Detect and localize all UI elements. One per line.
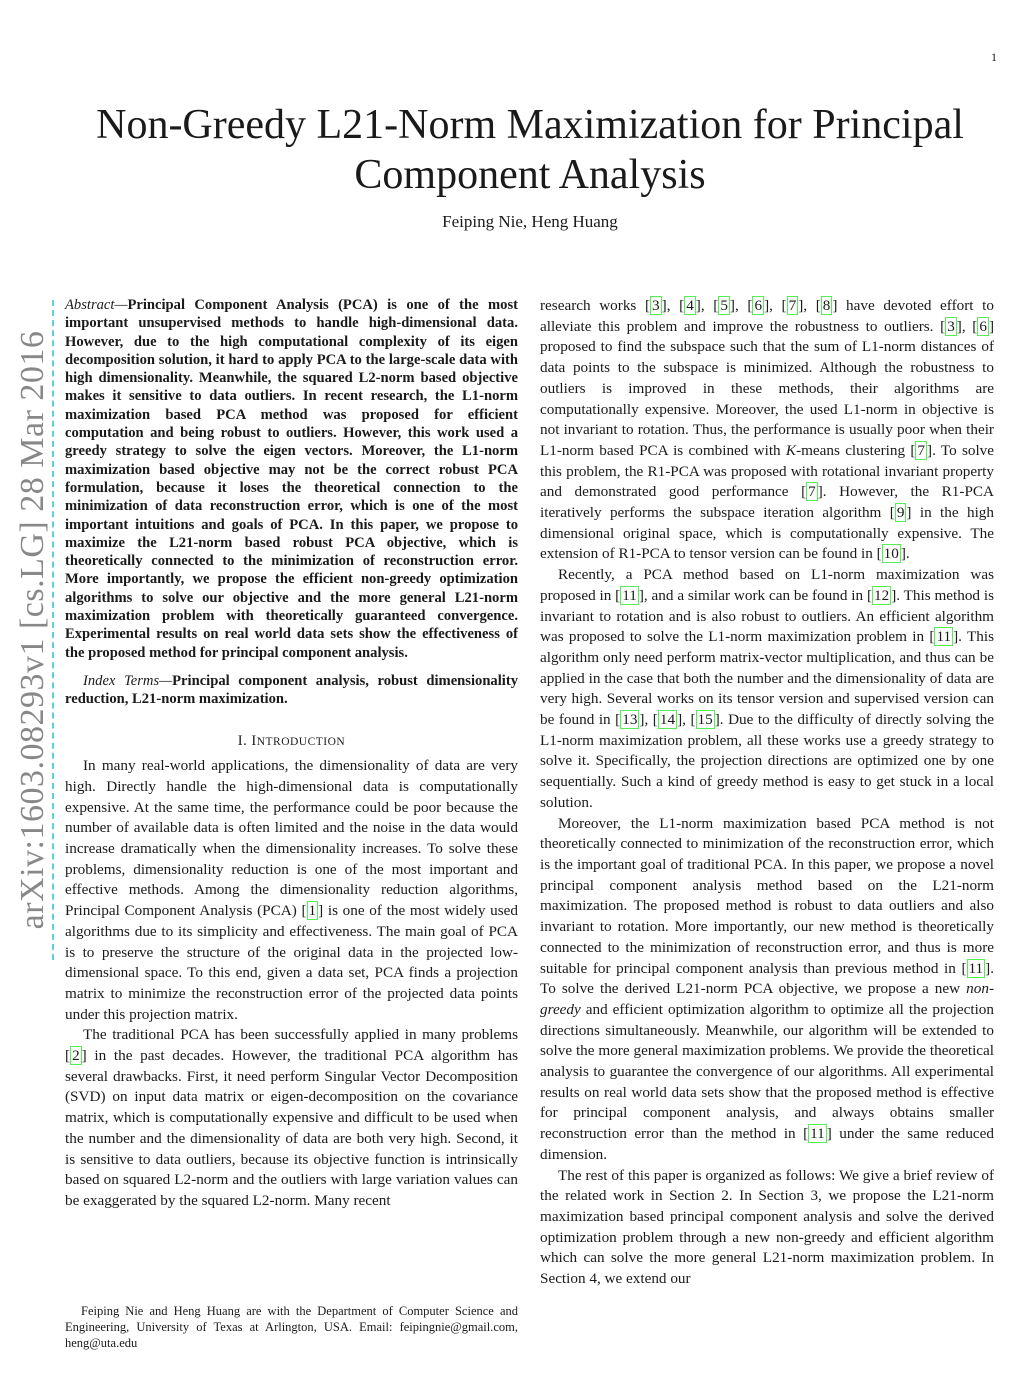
left-column [65,296,518,1212]
citation-link[interactable]: 15 [697,711,713,729]
paper-authors: Feiping Nie, Heng Huang [442,212,618,231]
citation-link[interactable]: 6 [754,297,763,314]
text: . However, the R1-PCA iteratively performs the subspace iteration algorithm [540,483,994,522]
arxiv-dashed-line [52,300,54,960]
arxiv-stamp [8,300,58,960]
citation-link[interactable]: 5 [720,297,728,314]
text: . To solve the derived L21-norm PCA objective, we propose a new [540,959,994,998]
citation-link[interactable]: 7 [917,441,926,459]
intro-paragraph-1: In many real-world applications, the dimensionality of data are very high. Directly handle the high-dimensional data is computationally expensive. At the same time, the performance could be poor because the number of available data is often limited and the noise in the data would increase dramatically when the dimensionality increases. To solve these problems, dimensionality reduction is one of the most important and effective methods. Among the dimensionality reduction algorithms, Principal Component Analysis (PCA) [ 1 ] is one of the most widely used algorithms due to its simplicity and effectiveness. The main goal of PCA is to preserve the structure of the original data in the projected low-dimensional space. To this end, given a data set, PCA finds a projection matrix to minimize the reconstruction error of the projected data points under this projection matrix. [65,757,518,1023]
text: . To solve this problem, the R1-PCA was proposed with rotational invariant property and demonstrated good performance [540,441,995,501]
section-first-letter: I [251,732,257,749]
section-numeral: I. [237,732,252,749]
citation-link[interactable]: 4 [686,297,694,314]
citation-link[interactable]: 3 [947,317,955,335]
paper-title: Non-Greedy L21-Norm Maximization for Principal Component Analysis [96,102,964,198]
right-paragraph-1: research works [ 3 ], [ 4 ], [ 5 ], [ 6 ], [ 7 ], [ 8 ] have devoted effort to alleviate this problem and improve the robustness to outliers. [ 3 ], [ 6 ] proposed to find the subspace such that the sum of L1-norm distances of data points to the subspace is minimized. Although the robustness to outliers is improved in these methods, their algorithms are computationally expensive. Moreover, the used L1-norm in objective is not invariant to rotation. Thus, the performance is usually poor when their L1-norm based PCA is combined with K-means clustering [ 7 ]. To solve this problem, the R1-PCA was proposed with rotational invariant property and demonstrated good performance [ 7 ]. However, the R1-PCA iteratively performs the subspace iteration algorithm [ 9 ] in the high dimensional original space, which is computationally expensive. The extension of R1-PCA to tensor version can be found in [ 10 ]. [540,297,995,563]
section-rest: NTRODUCTION [256,735,346,748]
citation-link[interactable]: 9 [896,504,905,522]
index-terms-text: Principal component analysis, robust dimensionality reduction, L21-norm maximization. [65,672,518,708]
right-column [540,296,994,1290]
emphasis-text: non-greedy [540,980,994,1018]
index-terms [65,672,518,709]
text: research works [540,297,645,314]
footnote [65,1303,518,1351]
intro-p1-text-b: is one of the most widely used algorithms due to its simplicity and effectiveness. The main goal of PCA is to preserve the structure of the original data in the projected low-dimensional space. To this end, given a data set, PCA finds a projection matrix to minimize the reconstruction error of the projected data points under this projection matrix. [65,902,518,1023]
citation-link[interactable]: 11 [810,1125,825,1143]
right-paragraph-4: The rest of this paper is organized as follows: We give a brief review of the related work in Section 2. In Section 3, we propose the L21-norm maximization based principal component analysis and solve the derived optimization problem through a new non-greedy and efficient algorithm which can solve the more general L21-norm maximization problem. In Section 4, we extend our [540,1166,994,1288]
text: Moreover, the L1-norm maximization based PCA method is not theoretically connected to minimization of the reconstruction error, which is the important goal of traditional PCA. In this paper, we propose a novel principal component analysis method based on the L21-norm maximization. The proposed method is robust to data outliers and also invariant to rotation. More importantly, our new method is theoretically connected to the minimization of reconstruction error, and thus is more suitable for principal component analysis than previous method in [540,814,994,977]
citation-link[interactable]: 7 [808,483,816,501]
text: and efficient optimization algorithm to optimize all the projection directions simultaneously. Meanwhile, our algorithm will be extended to solve the more general maximization problems. We provide the theoretical analysis to guarantee the convergence of our algorithms. All experimental results on real world data sets show that the proposed method is effective for principal component analysis, and always obtains smaller reconstruction error than the method in [540,1000,994,1143]
intro-p2-text-a: The traditional PCA has been successfully applied in many problems [83,1026,518,1044]
text: . This method is invariant to rotation and is also robust to outliers. An efficient algorithm was proposed to solve the L1-norm maximization problem in [540,586,994,646]
section-heading-introduction [65,731,518,753]
citation-link[interactable]: 11 [936,628,952,646]
page-number: 1 [991,50,997,64]
citation-link[interactable]: 8 [822,297,831,314]
arxiv-stamp-text: arXiv:1603.08293v1 [cs.LG] 28 Mar 2016 [14,330,51,930]
text: , and a similar work can be found in [643,586,867,604]
math-variable: K [785,441,797,459]
abstract [65,296,518,662]
text: -means clustering [796,441,911,459]
citation-link[interactable]: 1 [308,902,317,920]
footnote-text: Feiping Nie and Heng Huang are with the Department of Computer Science and Engineering, University of Texas at Arlington, USA. Email: feipingnie@gmail.com, heng@uta.edu [65,1304,518,1350]
text: under the same reduced dimension. [540,1125,994,1163]
text: in the high dimensional original space, which is computationally expensive. The extension of R1-PCA to tensor version can be found in [540,504,994,563]
intro-paragraph-2: The traditional PCA has been successfully applied in many problems [ 2 ] in the past decades. However, the traditional PCA algorithm has several drawbacks. First, it need perform Singular Vector Decomposition (SVD) on input data matrix or eigen-decomposition on the covariance matrix, which is computationally expensive and difficult to be used when the number and the dimensionality of data are both very high. Second, it is sensitive to data outliers, because its objective function is intrinsically based on squared L2-norm and the outliers with large variation values can be exaggerated by the squared L2-norm. Many recent [65,1026,518,1209]
citation-link[interactable]: 3 [652,297,660,314]
abstract-text: Principal Component Analysis (PCA) is one of the most important unsupervised methods to handle high-dimensional data. However, due to the high computational complexity of its eigen decomposition solution, it hard to apply PCA to the large-scale data with high dimensionality. Meanwhile, the squared L2-norm based objective makes it sensitive to data outliers. In recent research, the L1-norm maximization based PCA method was proposed for efficient computation and being robust to outliers. However, this work used a greedy strategy to solve the eigen vectors. Moreover, the L1-norm maximization based objective may not be the correct robust PCA formulation, because it loses the theoretical connection to the minimization of data reconstruction error, which is one of the most important intuitions and goals of PCA. In this paper, we propose to maximize the L21-norm based robust PCA objective, which is theoretically connected to the minimization of reconstruction error. More importantly, we propose the efficient non-greedy optimization algorithms to solve our objective and the more general L21-norm maximization problem with theoretically guaranteed convergence. Experimental results on real world data sets show the effectiveness of the proposed method for principal component analysis. [65,297,518,661]
right-paragraph-2: Recently, a PCA method based on L1-norm maximization was proposed in [ 11 ], and a similar work can be found in [ 12 ]. This method is invariant to rotation and is also robust to outliers. An efficient algorithm was proposed to solve the L1-norm maximization problem in [ 11 ]. This algorithm only need perform matrix-vector multiplication, and thus can be applied in the case that both the number and the dimensionality of data are very high. Several works on its tensor version and supervised version can be found in [ 13 ], [ 14 ], [ 15 ]. Due to the difficulty of directly solving the L1-norm maximization problem, all these works use a greedy strategy to solve it. Specifically, the projection directions are optimized one by one sequentially. Such a kind of greedy method is easy to get stuck in a local solution. [540,566,995,811]
intro-p2-text-b: in the past decades. However, the traditional PCA algorithm has several drawbacks. First, it need perform Singular Vector Decomposition (SVD) on input data matrix or eigen-decomposition on the covariance matrix, which is computationally expensive and difficult to be used when the number and the dimensionality of data are both very high. Second, it is sensitive to data outliers, because its objective function is intrinsically based on squared L2-norm and the outliers with large variation values can be exaggerated by the squared L2-norm. Many recent [65,1047,518,1209]
text: proposed to find the subspace such that the sum of L1-norm distances of data points to the subspace is minimized. Although the robustness to outliers is improved in these methods, their algorithms are computationally expensive. Moreover, the used L1-norm in objective is not invariant to rotation. Thus, the performance is usually poor when their L1-norm based PCA is combined with [540,338,994,459]
text: Recently, a PCA method based on L1-norm maximization was proposed in [540,566,994,604]
citation-link[interactable]: 2 [72,1047,80,1065]
right-paragraph-3: Moreover, the L1-norm maximization based PCA method is not theoretically connected to minimization of the reconstruction error, which is the important goal of traditional PCA. In this paper, we propose a novel principal component analysis method based on the L21-norm maximization. The proposed method is robust to data outliers and also invariant to rotation. More importantly, our new method is theoretically connected to the minimization of reconstruction error, and thus is more suitable for principal component analysis than previous method in [ 11 ]. To solve the derived L21-norm PCA objective, we propose a new non-greedy and efficient optimization algorithm to optimize all the projection directions simultaneously. Meanwhile, our algorithm will be extended to solve the more general maximization problems. We provide the theoretical analysis to guarantee the convergence of our algorithms. All experimental results on real world data sets show that the proposed method is effective for principal component analysis, and always obtains smaller reconstruction error than the method in [ 11 ] under the same reduced dimension. [540,814,994,1163]
index-terms-lead: Index Terms— [83,672,173,689]
citation-link[interactable]: 7 [788,297,797,314]
citation-link[interactable]: 10 [883,545,899,563]
citation-link[interactable]: 6 [979,317,987,335]
citation-link[interactable]: 13 [622,711,638,729]
abstract-lead: Abstract— [65,297,128,313]
text: have devoted effort to alleviate this problem and improve the robustness to outliers. [540,297,994,335]
citation-link[interactable]: 14 [659,711,676,729]
intro-p1-text-a: In many real-world applications, the dimensionality of data are very high. Directly handle the high-dimensional data is computationally expensive. At the same time, the performance could be poor because the number of available data is often limited and the noise in the data would increase dramatically when the dimensionality increases. To solve these problems, dimensionality reduction is one of the most important and effective methods. Among the dimensionality reduction algorithms, Principal Component Analysis (PCA) [65,757,518,920]
text: . This algorithm only need perform matrix-vector multiplication, and thus can be applied in the case that both the number and the dimensionality of data are very high. Several works on its tensor version and supervised version can be found in [540,628,994,729]
text: . Due to the difficulty of directly solving the L1-norm maximization problem, all these works use a greedy strategy to solve it. Specifically, the projection directions are optimized one by one sequentially. Such a kind of greedy method is easy to get stuck in a local solution. [540,711,995,811]
citation-link[interactable]: 11 [968,959,984,977]
citation-link[interactable]: 12 [874,586,890,604]
citation-link[interactable]: 11 [622,586,637,604]
